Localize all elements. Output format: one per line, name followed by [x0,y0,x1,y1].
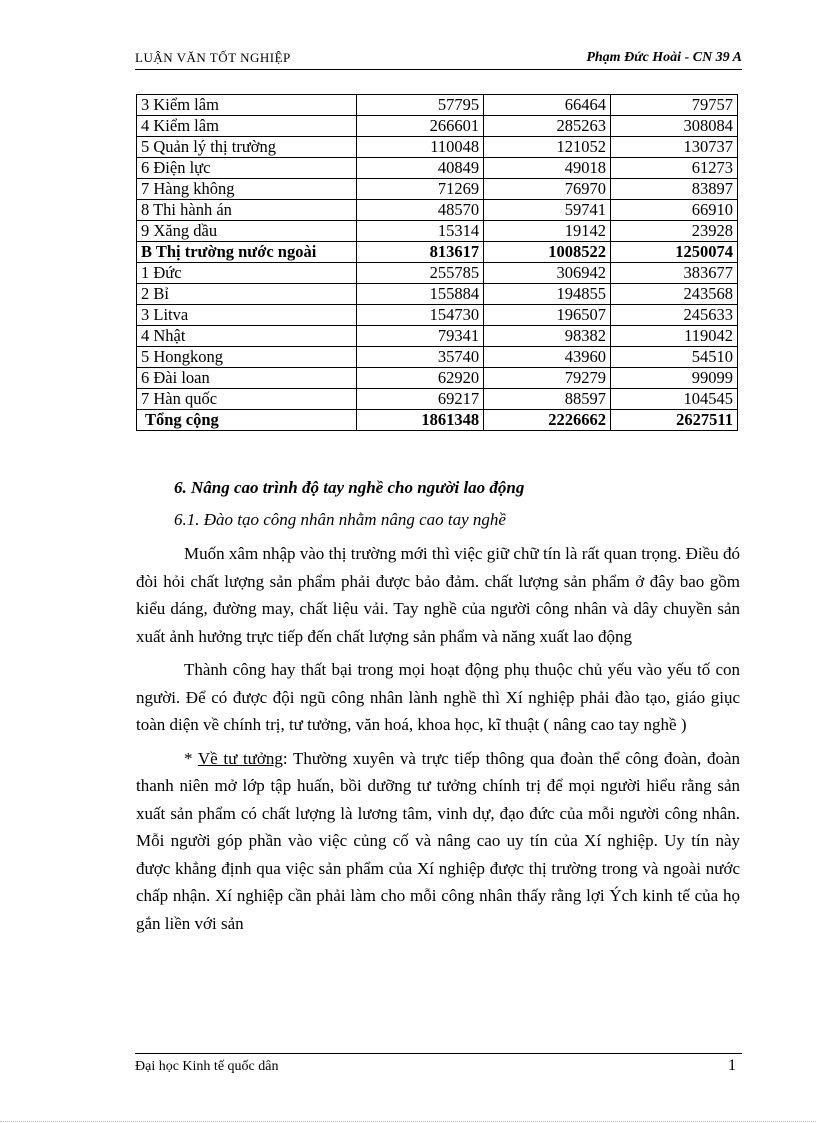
row-value-1: 15314 [357,221,484,242]
row-label: 9 Xăng dầu [137,221,357,242]
body-text [136,540,740,943]
table-row [137,158,738,179]
row-value-1: 1861348 [357,410,484,431]
paragraph-2: Thành công hay thất bại trong mọi hoạt động phụ thuộc chủ yếu vào yếu tố con người. Để có được đội ngũ công nhân lành nghề thì Xí nghiệp phải đào tạo, giáo giục toàn diện về chính trị, tư tưởng, văn hoá, khoa học, kĩ thuật ( nâng cao tay nghề ) [136,660,740,734]
row-value-1: 35740 [357,347,484,368]
row-value-2: 79279 [484,368,611,389]
table-row [137,116,738,137]
row-label: 4 Kiểm lâm [137,116,357,137]
row-label: 4 Nhật [137,326,357,347]
row-value-2: 98382 [484,326,611,347]
row-value-3: 2627511 [611,410,738,431]
row-value-1: 40849 [357,158,484,179]
row-value-2: 1008522 [484,242,611,263]
row-value-3: 1250074 [611,242,738,263]
row-value-3: 79757 [611,95,738,116]
row-value-1: 57795 [357,95,484,116]
table-row [137,263,738,284]
row-value-2: 306942 [484,263,611,284]
paragraph-3-label: Về tư tưởng [197,748,283,768]
table-row [137,200,738,221]
row-value-3: 61273 [611,158,738,179]
row-value-1: 110048 [357,137,484,158]
row-label: 1 Đức [137,263,357,284]
header-author: Phạm Đức Hoài - CN 39 A [586,50,742,65]
table-row [137,347,738,368]
row-value-3: 66910 [611,200,738,221]
row-label: 8 Thi hành án [137,200,357,221]
row-value-2: 43960 [484,347,611,368]
row-value-1: 71269 [357,179,484,200]
row-value-2: 88597 [484,389,611,410]
row-value-3: 245633 [611,305,738,326]
page-edge [0,1121,816,1122]
table-row [137,326,738,347]
table-row [137,179,738,200]
row-value-1: 69217 [357,389,484,410]
table-row [137,305,738,326]
table-row [137,410,738,431]
row-value-3: 243568 [611,284,738,305]
row-value-1: 813617 [357,242,484,263]
row-value-3: 23928 [611,221,738,242]
page-header [135,50,742,68]
row-value-2: 76970 [484,179,611,200]
footer-university: Đại học Kinh tế quốc dân [135,1059,279,1074]
row-label: 3 Kiểm lâm [137,95,357,116]
row-value-2: 66464 [484,95,611,116]
paragraph-3-bullet: * [184,748,198,768]
row-value-2: 285263 [484,116,611,137]
row-value-1: 255785 [357,263,484,284]
paragraph-3-text: : Thường xuyên và trực tiếp thông qua đoàn thể công đoàn, đoàn thanh niên mở lớp tập huấn, bồi dưỡng tư tưởng chính trị để mọi người hiểu rằng sản xuất sản phẩm có chất lượng là lương tâm, vinh dự, đạo đức của mỗi người công nhân. Mỗi người góp phần vào việc củng cố và nâng cao uy tín của Xí nghiệp. Uy tín này được khẳng định qua việc sản phẩm của Xí nghiệp được thị trường trong và ngoài nước chấp nhận. Xí nghiệp cần phải làm cho mỗi công nhân thấy rằng lợi Ých kinh tế của họ gắn liền với sản [136,748,740,933]
table-row [137,137,738,158]
row-label: 5 Hongkong [137,347,357,368]
table-row [137,368,738,389]
row-value-3: 119042 [611,326,738,347]
row-value-3: 383677 [611,263,738,284]
row-value-3: 99099 [611,368,738,389]
paragraph-1: Muốn xâm nhập vào thị trường mới thì việc giữ chữ tín là rất quan trọng. Điều đó đòi hỏi chất lượng sản phẩm phải được bảo đảm. chất lượng sản phẩm ở đây bao gồm kiểu dáng, đường may, chất liệu vải. Tay nghề của người công nhân và dây chuyền sản xuất ảnh hưởng trực tiếp đến chất lượng sản phẩm và năng xuất lao động [136,544,740,646]
footer-divider [135,1053,742,1054]
row-value-1: 155884 [357,284,484,305]
table-row [137,95,738,116]
row-value-3: 104545 [611,389,738,410]
row-label: 2 Bỉ [137,284,357,305]
row-value-2: 196507 [484,305,611,326]
table-row [137,221,738,242]
paragraph-3 [136,745,740,938]
row-label: 6 Điện lực [137,158,357,179]
row-label: B Thị trường nước ngoài [137,242,357,263]
row-value-2: 121052 [484,137,611,158]
row-value-2: 194855 [484,284,611,305]
row-value-2: 59741 [484,200,611,221]
header-thesis-label: LUẬN VĂN TỐT NGHIỆP [135,50,291,65]
subsection-title: 6.1. Đào tạo công nhân nhằm nâng cao tay nghề [174,510,506,529]
row-value-3: 130737 [611,137,738,158]
header-divider [135,69,742,70]
table-body [137,95,738,431]
row-label: 7 Hàn quốc [137,389,357,410]
row-label: 5 Quản lý thị trường [137,137,357,158]
row-value-2: 2226662 [484,410,611,431]
row-value-1: 79341 [357,326,484,347]
row-label: Tổng cộng [137,410,357,431]
row-label: 3 Litva [137,305,357,326]
row-value-3: 83897 [611,179,738,200]
table-row [137,284,738,305]
table-row [137,389,738,410]
row-label: 7 Hàng không [137,179,357,200]
row-value-3: 54510 [611,347,738,368]
section-title: 6. Nâng cao trình độ tay nghề cho người lao động [174,478,525,497]
row-value-3: 308084 [611,116,738,137]
row-value-1: 48570 [357,200,484,221]
table-row [137,242,738,263]
row-label: 6 Đài loan [137,368,357,389]
row-value-1: 154730 [357,305,484,326]
row-value-1: 62920 [357,368,484,389]
row-value-2: 49018 [484,158,611,179]
page-number: 1 [728,1057,736,1074]
row-value-2: 19142 [484,221,611,242]
row-value-1: 266601 [357,116,484,137]
market-revenue-table [136,94,738,431]
